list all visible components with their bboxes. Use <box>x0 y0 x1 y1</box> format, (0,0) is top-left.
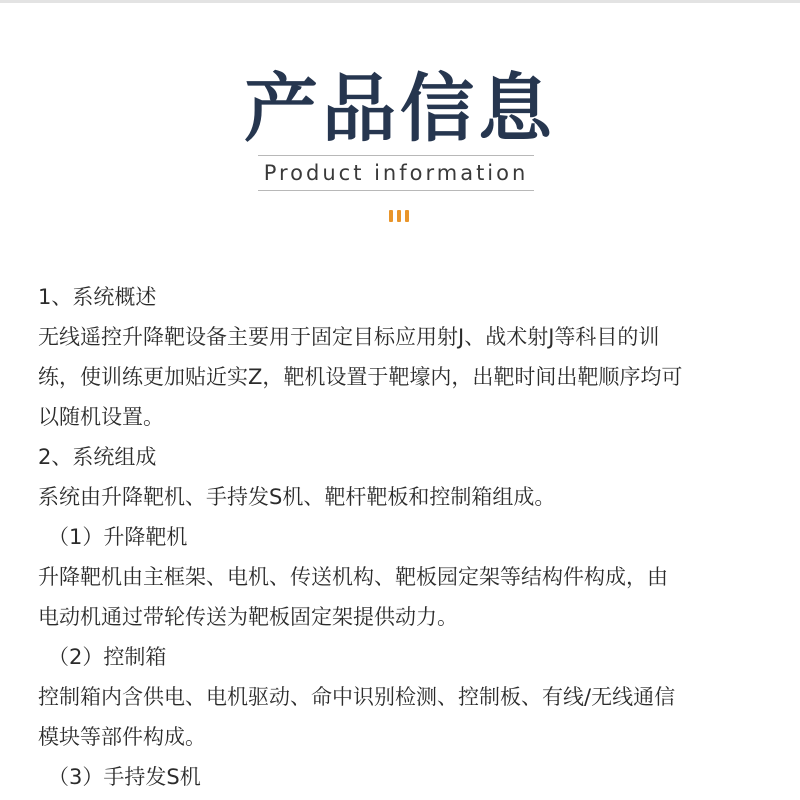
body-text-line: 系统由升降靶机、手持发S机、靶杆靶板和控制箱组成。 <box>38 485 556 509</box>
section-heading-overview: 1、系统概述 <box>38 285 157 309</box>
body-text-line: 模块等部件构成。 <box>38 725 206 749</box>
subtitle-frame <box>258 155 534 191</box>
deco-bar <box>405 210 409 222</box>
section-heading-composition: 2、系统组成 <box>38 445 157 469</box>
page-subtitle: Product information <box>263 161 529 185</box>
deco-bar <box>389 210 393 222</box>
body-text-line: 升降靶机由主框架、电机、传送机构、靶板园定架等结构件构成，由 <box>38 565 668 589</box>
body-text-line: 控制箱内含供电、电机驱动、命中识别检测、控制板、有线/无线通信 <box>38 685 676 709</box>
sub-heading-lift-target: （1）升降靶机 <box>48 525 188 549</box>
body-text-line: 以随机设置。 <box>38 405 164 429</box>
top-border <box>0 0 800 3</box>
sub-heading-control-box: （2）控制箱 <box>48 645 167 669</box>
deco-bar <box>397 210 401 222</box>
body-text-line: 练，使训练更加贴近实Z，靶机设置于靶壕内，出靶时间出靶顺序均可 <box>38 365 683 389</box>
decorative-marks-icon <box>389 210 411 222</box>
page-title: 产品信息 <box>244 66 556 152</box>
body-text-line: 电动机通过带轮传送为靶板固定架提供动力。 <box>38 605 458 629</box>
sub-heading-handheld-transmitter: （3）手持发S机 <box>48 765 201 789</box>
product-info-body <box>38 277 768 797</box>
body-text-line: 无线遥控升降靶设备主要用于固定目标应用射J、战术射J等科目的训 <box>38 325 660 349</box>
